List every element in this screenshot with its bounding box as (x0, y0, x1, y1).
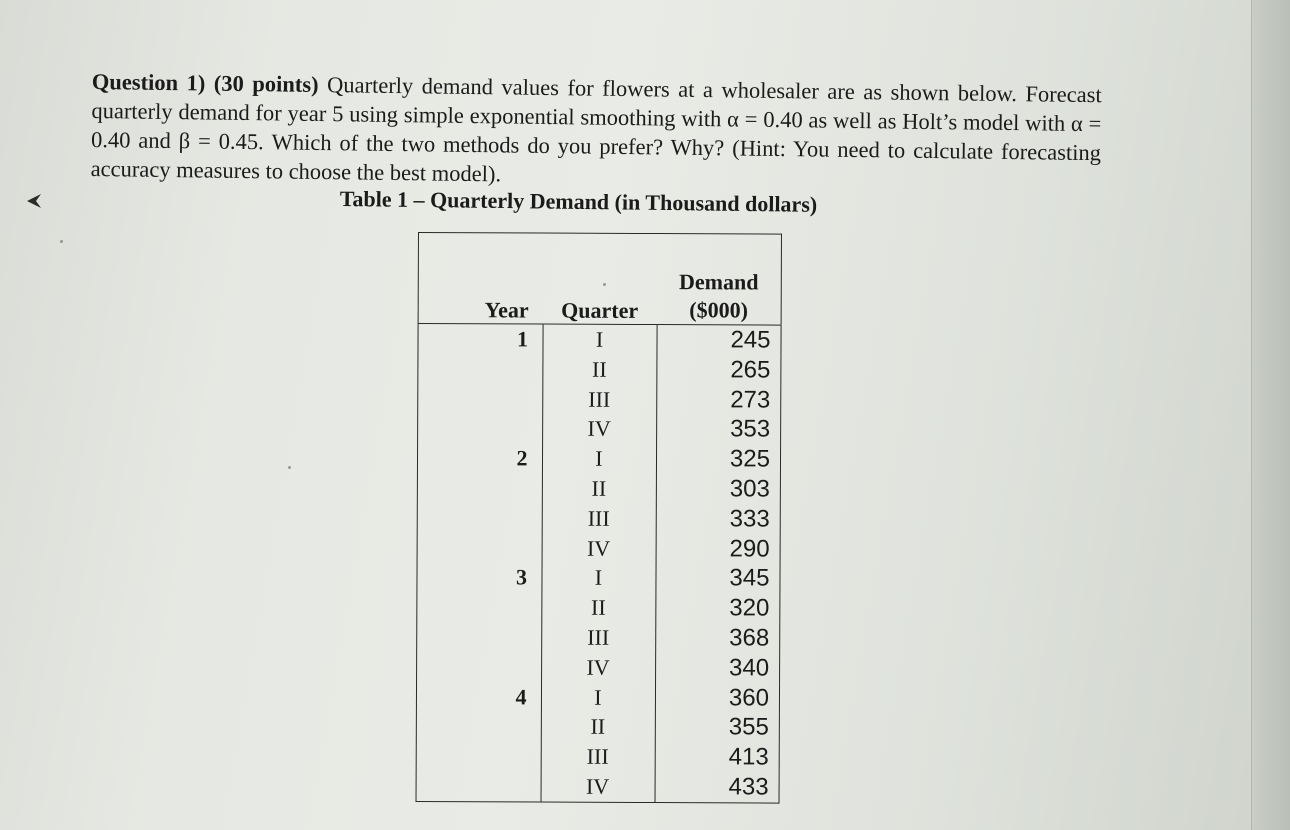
question-lead: Question 1) (30 points) (91, 68, 319, 97)
question-paragraph (90, 67, 1101, 196)
cell-demand: 245 (730, 326, 771, 354)
cell-quarter: III (541, 623, 655, 653)
cell-demand: 433 (728, 773, 769, 801)
cell-demand: 333 (729, 505, 770, 533)
cell-quarter: III (541, 742, 655, 772)
cell-quarter: III (542, 384, 656, 414)
table-header-row (418, 233, 781, 326)
table-row (417, 503, 780, 534)
cell-quarter: II (542, 354, 656, 384)
cell-demand: 368 (729, 624, 770, 652)
table-row (418, 354, 781, 385)
question-body: Quarterly demand values for flowers at a wholesaler are as shown below. Forecast quarterly demand for year 5 using simple exponential smoothing with α = 0.40 as well as Holt’s model with α = 0.40 and β = 0.45. Which of the two methods do you prefer? Why? (Hint: You need to calculate forecasting accuracy measures to choose the best model). (90, 71, 1102, 186)
table-row (418, 413, 781, 444)
cell-demand: 355 (728, 713, 769, 741)
header-quarter: Quarter (543, 233, 657, 324)
cell-quarter: IV (541, 771, 655, 802)
cell-year (417, 622, 542, 652)
table-row (417, 622, 780, 653)
table-row (416, 682, 779, 713)
header-year: Year (418, 233, 543, 325)
cell-demand: 345 (729, 564, 770, 592)
cell-year (418, 384, 543, 414)
cell-year: 2 (417, 443, 542, 473)
cell-quarter: IV (542, 414, 656, 444)
cell-demand: 320 (729, 594, 770, 622)
table-row (416, 741, 779, 772)
cell-quarter: II (542, 474, 656, 504)
demand-table-container (416, 232, 782, 803)
cell-quarter: I (542, 444, 656, 474)
cell-year: 3 (417, 562, 542, 592)
header-demand-line2: ($000) (689, 297, 749, 323)
header-demand-line1: Demand (678, 269, 759, 295)
cell-year (417, 533, 542, 563)
cell-quarter: I (542, 324, 656, 355)
cell-year (417, 652, 542, 682)
cell-year: 1 (418, 324, 543, 355)
cell-demand: 360 (728, 683, 770, 712)
cell-year (418, 354, 543, 384)
table-row (417, 652, 780, 683)
cell-year (417, 473, 542, 503)
cell-demand: 303 (729, 475, 770, 503)
cell-year: 4 (416, 682, 541, 712)
table-caption: Table 1 – Quarterly Demand (in Thousand dollars) (339, 186, 818, 217)
cell-quarter: IV (541, 652, 655, 682)
paper-speck (288, 466, 291, 469)
cell-demand: 325 (729, 445, 771, 473)
cell-quarter: II (541, 712, 655, 742)
page-edge (1251, 0, 1290, 830)
cell-demand: 353 (730, 415, 771, 443)
cell-demand: 413 (728, 743, 769, 771)
table-row (418, 324, 781, 356)
cell-year (417, 592, 542, 622)
table-row (417, 562, 780, 593)
header-demand (657, 234, 782, 326)
table-body (416, 324, 781, 803)
cell-quarter: III (542, 503, 656, 533)
table-row (417, 443, 780, 474)
paper-speck (60, 240, 63, 243)
cell-year (418, 413, 543, 443)
cell-demand: 273 (730, 385, 771, 414)
cell-quarter: II (541, 593, 655, 623)
demand-table (416, 232, 782, 803)
table-row (417, 533, 780, 564)
table-row (417, 473, 780, 504)
table-row (418, 384, 781, 415)
cell-year (416, 711, 541, 741)
table-row (416, 771, 779, 803)
cell-quarter: IV (542, 533, 656, 563)
cell-demand: 340 (728, 654, 770, 682)
table-row (416, 711, 779, 742)
cell-year (417, 503, 542, 533)
cell-demand: 290 (729, 534, 770, 563)
cell-year (416, 741, 541, 771)
cell-quarter: I (541, 563, 655, 593)
table-row (417, 592, 780, 623)
cell-year (416, 771, 541, 802)
cell-quarter: I (541, 682, 655, 712)
arrow-cursor-icon (24, 191, 44, 211)
cell-demand: 265 (730, 356, 771, 384)
